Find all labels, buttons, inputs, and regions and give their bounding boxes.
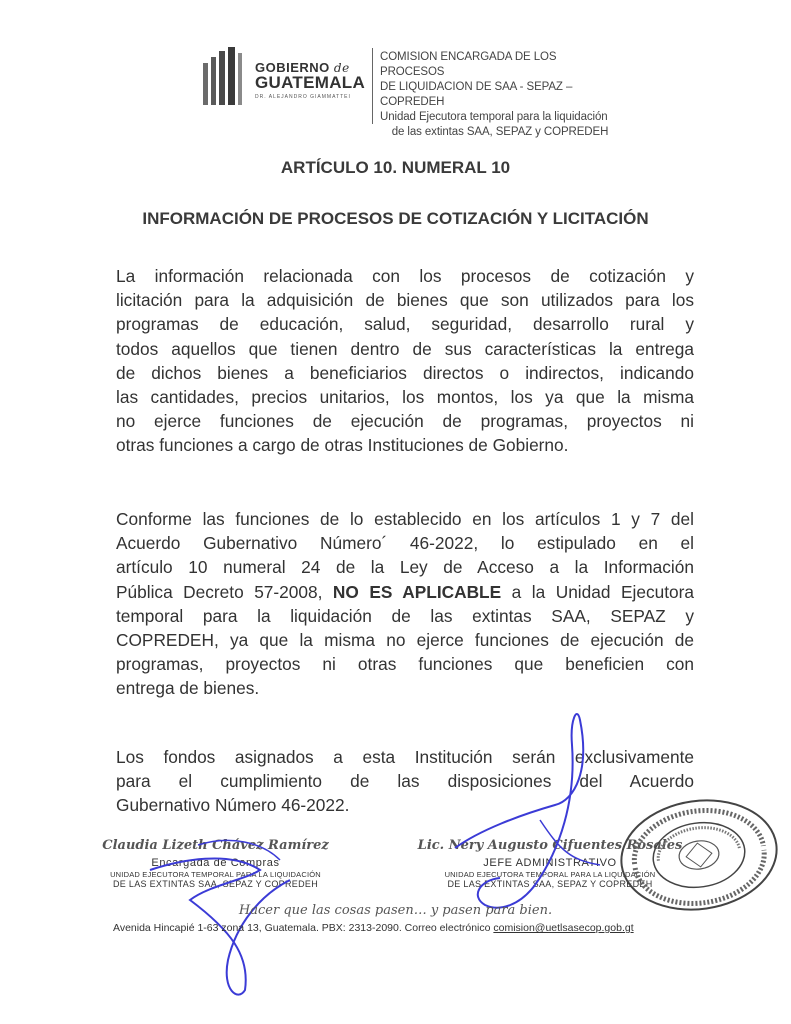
government-logo-icon — [203, 47, 249, 107]
signature-block-right: Lic. Nery Augusto Cifuentes Rosales JEFE ADMINISTRATIVO UNIDAD EJECUTORA TEMPORAL PARA LA LIQUIDACIÓN DE LAS EXTINTAS SAA, SEPAZ Y COPREDEH — [417, 838, 683, 889]
paragraph-2: Conforme las funciones de lo establecido en los artículos 1 y 7 del Acuerdo Gubernativo Número´ 46-2022, lo estipulado en el artículo 10 numeral 24 de la Ley de Acceso a la Información Pública Decreto 57-2008, NO ES APLICABLE a la Unidad Ejecutora temporal para la liquidación de las extintas SAA, SEPAZ y COPREDEH, ya que la misma no ejerce funciones de ejecución de programas, proyectos ni otras funciones que beneficien con entrega de bienes. — [116, 509, 694, 699]
signature-block-left: Claudia Lizeth Chávez Ramírez Encargada de Compras UNIDAD EJECUTORA TEMPORAL PARA LA LIQUIDACIÓN DE LAS EXTINTAS SAA, SEPAZ Y COPREDEH — [102, 838, 329, 889]
official-stamp-icon — [614, 795, 784, 915]
article-title: ARTÍCULO 10. NUMERAL 10 — [280, 158, 511, 177]
email-link[interactable]: comision@uetlsasecop.gob.gt — [493, 922, 634, 934]
government-logo-text: GOBIERNO de GUATEMALA DR. ALEJANDRO GIAMMATTEI — [255, 60, 366, 100]
institution-slogan: Hacer que las cosas pasen… y pasen para bien. — [238, 903, 553, 918]
header-divider — [372, 48, 373, 124]
header-institution: COMISION ENCARGADA DE LOS PROCESOS DE LIQUIDACION DE SAA - SEPAZ – COPREDEH Unidad Ejecutora temporal para la liquidación de las extintas SAA, SEPAZ y COPREDEH — [380, 51, 609, 138]
section-title: INFORMACIÓN DE PROCESOS DE COTIZACIÓN Y LICITACIÓN — [142, 209, 649, 228]
paragraph-1: La información relacionada con los procesos de cotización y licitación para la adquisición de bienes que son utilizados para los programas de educación, salud, seguridad, desarrollo rural y todos aquellos que tienen dentro de sus características la entrega de dichos bienes a beneficiarios directos o indirectos, indicando las cantidades, precios unitarios, los montos, los ya que la misma no ejerce funciones de ejecución de programas, proyectos ni otras funciones a cargo de otras Instituciones de Gobierno. — [116, 266, 694, 456]
not-applicable-emphasis: NO ES APLICABLE — [332, 581, 502, 602]
footer-contact: Avenida Hincapié 1-63 zona 13, Guatemala. PBX: 2313-2090. Correo electrónico comision@uetlsasecop.gob.gt — [113, 922, 634, 934]
paragraph-3: Los fondos asignados a esta Institución serán exclusivamente para el cumplimiento de las disposiciones del Acuerdo Gubernativo Número 46-2022. — [116, 747, 694, 816]
